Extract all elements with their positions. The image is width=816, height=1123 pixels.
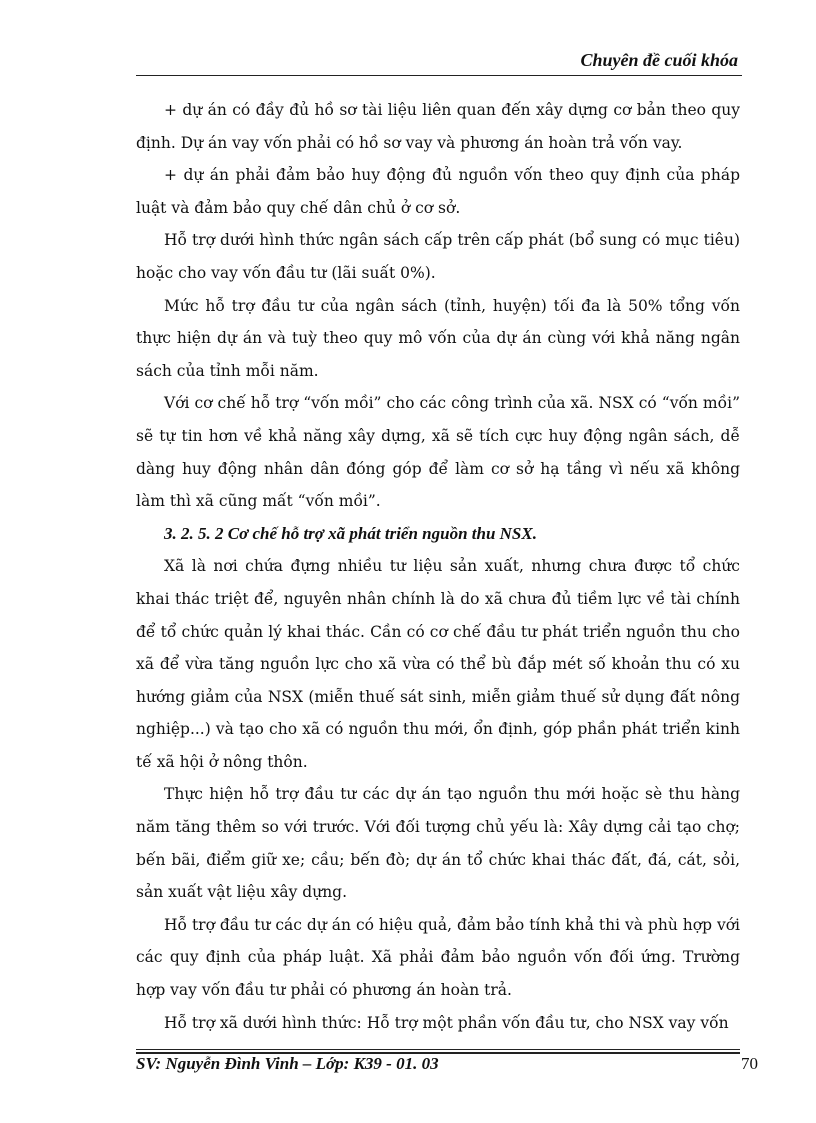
paragraph: Thực hiện hỗ trợ đầu tư các dự án tạo nguồn thu mới hoặc sè thu hàng năm tăng thêm so với trước. Với đối tượng chủ yếu là: Xây dựng cải tạo chợ; bến bãi, điểm giữ xe; cầu; bến đò; dự án tổ chức khai thác đất, đá, cát, sỏi, sản xuất vật liệu xây dựng. [136,785,740,902]
paragraph: + dự án phải đảm bảo huy động đủ nguồn vốn theo quy định của pháp luật và đảm bảo quy chế dân chủ ở cơ sở. [136,166,740,217]
paragraph: Hỗ trợ dưới hình thức ngân sách cấp trên cấp phát (bổ sung có mục tiêu) hoặc cho vay vốn đầu tư (lãi suất 0%). [136,231,740,282]
paragraph: Hỗ trợ đầu tư các dự án có hiệu quả, đảm bảo tính khả thi và phù hợp với các quy định của pháp luật. Xã phải đảm bảo nguồn vốn đối ứng. Trường hợp vay vốn đầu tư phải có phương án hoàn trả. [136,915,740,1000]
footer-author: SV: Nguyễn Đình Vinh – Lớp: K39 - 01. 03 [136,1054,439,1073]
page-number: 70 [741,1054,758,1073]
paragraph: Xã là nơi chứa đựng nhiều tư liệu sản xuất, nhưng chưa được tổ chức khai thác triệt để, nguyên nhân chính là do xã chưa đủ tiềm lực về tài chính để tổ chức quản lý khai thác. Cần có cơ chế đầu tư phát triển nguồn thu cho xã để vừa tăng nguồn lực cho xã vừa có thể bù đắp mét số khoản thu có xu hướng giảm của NSX (miễn thuế sát sinh, miễn giảm thuế sử dụng đất nông nghiệp...) và tạo cho xã có nguồn thu mới, ổn định, góp phần phát triển kinh tế xã hội ở nông thôn. [136,557,740,771]
footer-divider [136,1049,740,1050]
paragraph: + dự án có đầy đủ hồ sơ tài liệu liên quan đến xây dựng cơ bản theo quy định. Dự án vay vốn phải có hồ sơ vay và phương án hoàn trả vốn vay. [136,101,740,152]
header-title: Chuyên đề cuối khóa [580,50,738,70]
paragraph: Với cơ chế hỗ trợ “vốn mồi” cho các công trình của xã. NSX có “vốn mồi” sẽ tự tin hơn về khả năng xây dựng, xã sẽ tích cực huy động ngân sách, dễ dàng huy động nhân dân đóng góp để làm cơ sở hạ tầng vì nếu xã không làm thì xã cũng mất “vốn mồi”. [136,394,740,511]
document-body [136,94,740,1039]
section-heading: 3. 2. 5. 2 Cơ chế hỗ trợ xã phát triển nguồn thu NSX. [164,523,537,543]
header-divider [136,75,742,76]
paragraph: Mức hỗ trợ đầu tư của ngân sách (tỉnh, huyện) tối đa là 50% tổng vốn thực hiện dự án và tuỳ theo quy mô vốn của dự án cùng với khả năng ngân sách của tỉnh mỗi năm. [136,296,740,380]
paragraph: Hỗ trợ xã dưới hình thức: Hỗ trợ một phần vốn đầu tư, cho NSX vay vốn [164,1013,729,1032]
